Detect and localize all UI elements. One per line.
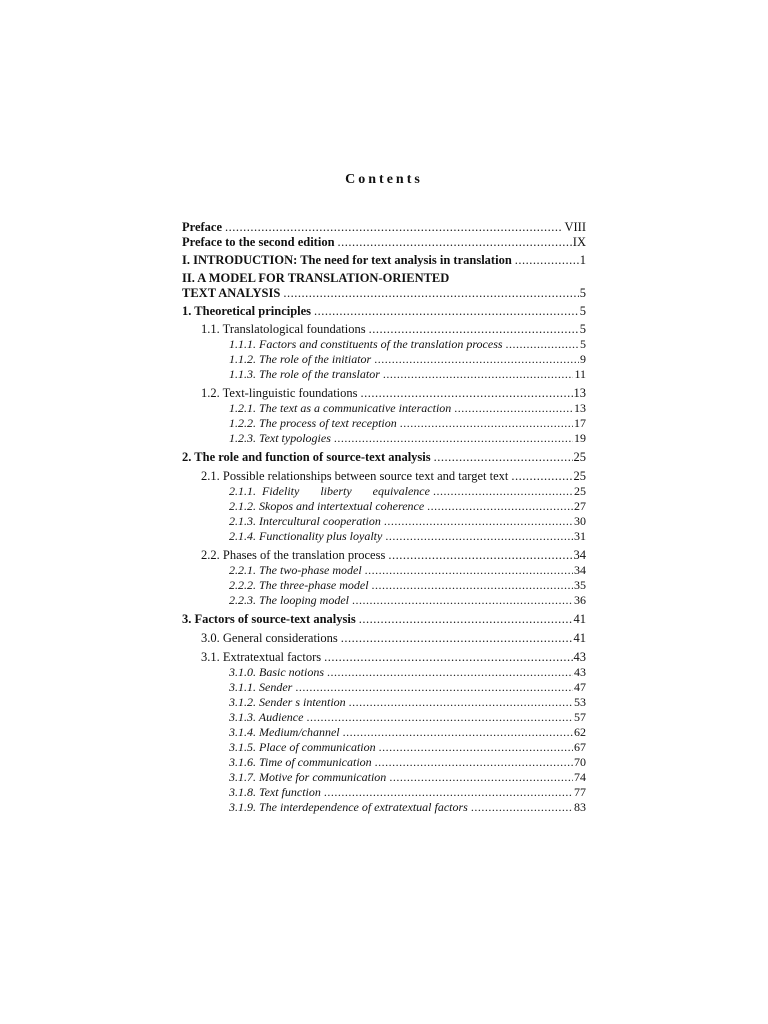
- toc-entry-3-1-4[interactable]: [182, 725, 586, 740]
- toc-page-number: 5: [579, 286, 586, 300]
- toc-page-number: 43: [573, 650, 586, 664]
- toc-page-number: 57: [574, 710, 586, 724]
- toc-leader-dots: [471, 800, 573, 815]
- toc-entry-1-1[interactable]: [182, 322, 586, 337]
- toc-entry-1-2-3[interactable]: [182, 431, 586, 446]
- toc-entry-2-2[interactable]: [182, 548, 586, 563]
- toc-leader-dots: [372, 578, 573, 593]
- toc-entry-label: 3.1.6. Time of communication: [229, 755, 372, 769]
- toc-entry-2-1-2[interactable]: [182, 499, 586, 514]
- toc-leader-dots: [341, 631, 573, 646]
- toc-entry-1-2[interactable]: [182, 386, 586, 401]
- toc-page-number: 25: [573, 450, 586, 464]
- toc-entry-label: 3.1.1. Sender: [229, 680, 293, 694]
- toc-leader-dots: [454, 401, 573, 416]
- toc-entry-3-1-6[interactable]: [182, 755, 586, 770]
- toc-entry-source-text-analysis-role[interactable]: [182, 450, 586, 465]
- toc-page-number: 1: [579, 253, 586, 267]
- toc-page-number: 47: [574, 680, 586, 694]
- toc-entry-preface-second-edition[interactable]: [182, 235, 586, 250]
- toc-entry-label: TEXT ANALYSIS: [182, 286, 281, 300]
- toc-entry-label: 3.1.8. Text function: [229, 785, 321, 799]
- toc-leader-dots: [338, 235, 572, 250]
- toc-page-number: VIII: [564, 220, 586, 234]
- toc-entry-3-1-3[interactable]: [182, 710, 586, 725]
- toc-entry-2-1-4[interactable]: [182, 529, 586, 544]
- toc-page-number: 11: [574, 367, 586, 381]
- toc-entry-label: 3.1.4. Medium/channel: [229, 725, 340, 739]
- toc-leader-dots: [511, 469, 572, 484]
- toc-leader-dots: [388, 548, 572, 563]
- toc-entry-preface[interactable]: [182, 220, 586, 235]
- toc-entry-1-2-1[interactable]: [182, 401, 586, 416]
- toc-page-number: 35: [574, 578, 586, 592]
- toc-page-number: 13: [574, 401, 586, 415]
- toc-entry-3-1-2[interactable]: [182, 695, 586, 710]
- toc-entry-3-1-8[interactable]: [182, 785, 586, 800]
- toc-leader-dots: [375, 755, 573, 770]
- toc-entry-2-1-1[interactable]: [182, 484, 586, 499]
- toc-entry-label: 2.1.1. Fidelity liberty equivalence: [229, 484, 430, 498]
- toc-entry-label: 1.2. Text-linguistic foundations: [201, 386, 358, 400]
- toc-page-number: 83: [574, 800, 586, 814]
- toc-entry-2-1[interactable]: [182, 469, 586, 484]
- toc-page-number: 67: [574, 740, 586, 754]
- toc-entry-label: 1.2.3. Text typologies: [229, 431, 331, 445]
- toc-leader-dots: [379, 740, 573, 755]
- toc-entry-label: I. INTRODUCTION: The need for text analysis in translation: [182, 253, 512, 267]
- toc-entry-label: 2.1.2. Skopos and intertextual coherence: [229, 499, 425, 513]
- toc-entry-label: 2.1.3. Intercultural cooperation: [229, 514, 381, 528]
- toc-entry-label: 1.2.1. The text as a communicative interaction: [229, 401, 452, 415]
- toc-page-number: 34: [573, 548, 586, 562]
- toc-entry-label: 2.2.1. The two-phase model: [229, 563, 362, 577]
- toc-entry-label: 2.2.3. The looping model: [229, 593, 349, 607]
- toc-entry-model-line1: II. A MODEL FOR TRANSLATION-ORIENTED: [182, 271, 450, 285]
- toc-page-number: 34: [574, 563, 586, 577]
- toc-entry-label: 1.1.1. Factors and constituents of the translation process: [229, 337, 503, 351]
- toc-leader-dots: [506, 337, 579, 352]
- toc-leader-dots: [334, 431, 573, 446]
- toc-leader-dots: [283, 286, 578, 301]
- toc-page-number: 25: [573, 469, 586, 483]
- toc-entry-label: 3.0. General considerations: [201, 631, 338, 645]
- toc-page-number: 53: [574, 695, 586, 709]
- toc-entry-label: 3.1. Extratextual factors: [201, 650, 322, 664]
- toc-entry-theoretical-principles[interactable]: [182, 304, 586, 319]
- toc-leader-dots: [374, 352, 579, 367]
- toc-page-number: 62: [574, 725, 586, 739]
- toc-leader-dots: [327, 665, 573, 680]
- toc-page-number: 19: [574, 431, 586, 445]
- toc-page-number: 74: [574, 770, 586, 784]
- toc-entry-2-2-3[interactable]: [182, 593, 586, 608]
- toc-entry-1-1-2[interactable]: [182, 352, 586, 367]
- toc-page-number: 70: [574, 755, 586, 769]
- toc-leader-dots: [384, 514, 573, 529]
- toc-leader-dots: [434, 450, 573, 465]
- toc-leader-dots: [427, 499, 573, 514]
- toc-entry-label: 3.1.2. Sender s intention: [229, 695, 346, 709]
- toc-entry-label: 1.2.2. The process of text reception: [229, 416, 397, 430]
- toc-entry-1-1-1[interactable]: [182, 337, 586, 352]
- toc-leader-dots: [385, 529, 573, 544]
- toc-leader-dots: [389, 770, 573, 785]
- toc-entry-label: 1.1.3. The role of the translator: [229, 367, 380, 381]
- toc-entry-1-2-2[interactable]: [182, 416, 586, 431]
- toc-page-number: 25: [574, 484, 586, 498]
- toc-page-number: 9: [580, 352, 586, 366]
- toc-entry-label: 2.2.2. The three-phase model: [229, 578, 369, 592]
- toc-leader-dots: [352, 593, 573, 608]
- toc-leader-dots: [225, 220, 563, 235]
- toc-entry-label: 3.1.7. Motive for communication: [229, 770, 387, 784]
- toc-entry-label: Preface: [182, 220, 223, 234]
- toc-leader-dots: [295, 680, 573, 695]
- toc-entry-3-0[interactable]: [182, 631, 586, 646]
- toc-leader-dots: [433, 484, 573, 499]
- table-of-contents: [182, 220, 586, 815]
- toc-entry-label: 1. Theoretical principles: [182, 304, 312, 318]
- toc-entry-label: 2.2. Phases of the translation process: [201, 548, 386, 562]
- toc-entry-introduction[interactable]: [182, 253, 586, 268]
- toc-entry-1-1-3[interactable]: [182, 367, 586, 382]
- toc-leader-dots: [343, 725, 573, 740]
- toc-entry-label: 2.1.4. Functionality plus loyalty: [229, 529, 383, 543]
- toc-page-number: 5: [579, 322, 586, 336]
- toc-page-number: 5: [580, 337, 586, 351]
- toc-entry-3-1-1[interactable]: [182, 680, 586, 695]
- toc-leader-dots: [365, 563, 573, 578]
- toc-leader-dots: [400, 416, 573, 431]
- toc-page-number: 31: [574, 529, 586, 543]
- toc-entry-label: 1.1.2. The role of the initiator: [229, 352, 372, 366]
- toc-entry-label: 1.1. Translatological foundations: [201, 322, 366, 336]
- toc-entry-3-1[interactable]: [182, 650, 586, 665]
- toc-leader-dots: [324, 785, 573, 800]
- toc-leader-dots: [349, 695, 573, 710]
- toc-page-number: 36: [574, 593, 586, 607]
- toc-entry-3-1-0[interactable]: [182, 665, 586, 680]
- toc-page-number: 30: [574, 514, 586, 528]
- toc-page-number: 77: [574, 785, 586, 799]
- toc-entry-3-1-9[interactable]: [182, 800, 586, 815]
- toc-leader-dots: [383, 367, 574, 382]
- toc-entry-label: 3.1.9. The interdependence of extratextual factors: [229, 800, 468, 814]
- toc-entry-model[interactable]: [182, 286, 586, 301]
- toc-leader-dots: [361, 386, 573, 401]
- toc-page-number: 5: [579, 304, 586, 318]
- toc-leader-dots: [359, 612, 573, 627]
- toc-page-number: 41: [573, 612, 586, 626]
- toc-leader-dots: [324, 650, 572, 665]
- toc-entry-3-1-5[interactable]: [182, 740, 586, 755]
- toc-entry-label: 3.1.5. Place of communication: [229, 740, 376, 754]
- toc-entry-factors-source-text-analysis[interactable]: [182, 612, 586, 627]
- toc-entry-2-2-1[interactable]: [182, 563, 586, 578]
- toc-entry-label: 2.1. Possible relationships between source text and target text: [201, 469, 509, 483]
- toc-entry-2-1-3[interactable]: [182, 514, 586, 529]
- toc-entry-label: 3.1.0. Basic notions: [229, 665, 324, 679]
- toc-entry-label: 3.1.3. Audience: [229, 710, 304, 724]
- toc-page-number: IX: [572, 235, 586, 249]
- toc-leader-dots: [515, 253, 579, 268]
- toc-entry-label: 2. The role and function of source-text analysis: [182, 450, 431, 464]
- toc-page-number: 17: [574, 416, 586, 430]
- toc-page-number: 27: [574, 499, 586, 513]
- toc-leader-dots: [306, 710, 573, 725]
- toc-page-number: 13: [573, 386, 586, 400]
- toc-entry-2-2-2[interactable]: [182, 578, 586, 593]
- toc-entry-label: 3. Factors of source-text analysis: [182, 612, 356, 626]
- toc-entry-3-1-7[interactable]: [182, 770, 586, 785]
- toc-entry-label: Preface to the second edition: [182, 235, 335, 249]
- toc-leader-dots: [314, 304, 579, 319]
- toc-page-number: 41: [573, 631, 586, 645]
- page-title: Contents: [345, 172, 423, 187]
- toc-page-number: 43: [574, 665, 586, 679]
- toc-leader-dots: [369, 322, 579, 337]
